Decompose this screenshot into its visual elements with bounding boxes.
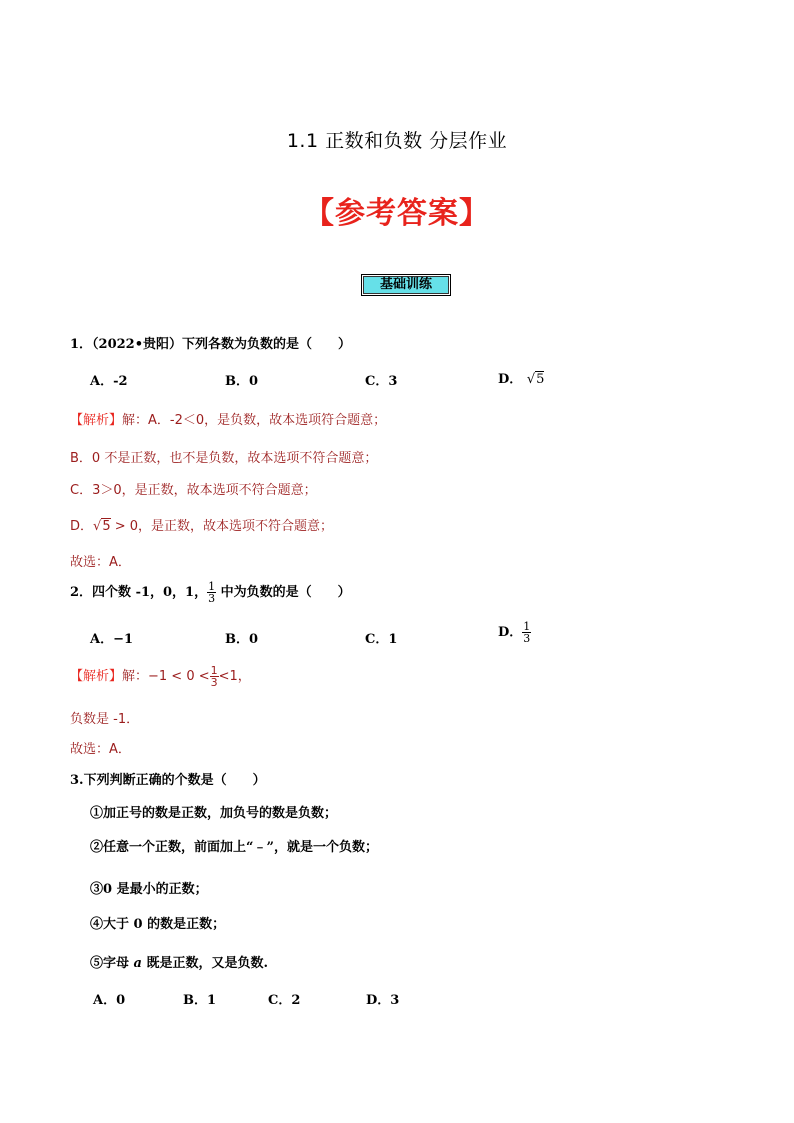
solution-tag: 【解析】 (70, 413, 123, 428)
fraction-numerator: 1 (210, 664, 218, 677)
question-2-option-a: A．−1 (90, 632, 134, 647)
fraction (210, 665, 219, 688)
question-1-option-c: C．3 (365, 374, 398, 389)
question-1-stem: 1．（2022•贵阳）下列各数为负数的是（ ） (70, 337, 352, 352)
question-3-option-d: D．3 (366, 993, 400, 1008)
fraction (522, 621, 531, 644)
sqrt-radicand: 5 (536, 372, 545, 387)
fraction-numerator: 1 (523, 620, 531, 633)
solution-text: > 0，是正数，故本选项不符合题意； (110, 519, 334, 534)
question-3-option-b: B．1 (183, 993, 217, 1008)
option-d-label: D． (498, 372, 523, 387)
question-3-item-4: ④大于 0 的数是正数； (90, 917, 226, 932)
sqrt-symbol: √5 (526, 372, 545, 387)
fraction-numerator: 1 (208, 580, 216, 593)
variable-a: a (133, 956, 142, 971)
option-d-label: D． (498, 625, 523, 640)
fraction-denominator: 3 (210, 676, 218, 689)
fraction-denominator: 3 (523, 632, 531, 645)
fraction-denominator: 3 (208, 592, 216, 605)
document-title: 1.1 正数和负数 分层作业 (286, 130, 508, 152)
item-prefix: ⑤字母 (90, 956, 134, 971)
question-3-option-c: C．2 (268, 993, 301, 1008)
solution-text-suffix: <1， (218, 669, 251, 684)
section-label: 基础训练 (363, 276, 449, 294)
fraction (207, 581, 216, 604)
solution-text: 解：A．-2＜0，是负数，故本选项符合题意； (122, 413, 387, 428)
question-2-option-b: B．0 (225, 632, 259, 647)
section-label-box (361, 274, 451, 296)
sqrt-symbol: √5 (93, 519, 111, 534)
solution-text: 解：−1 < 0 < (122, 669, 210, 684)
question-3-item-2: ②任意一个正数，前面加上“﹣”，就是一个负数； (90, 840, 378, 855)
item-suffix: 既是正数，又是负数. (141, 956, 269, 971)
question-2-solution-line1 (70, 665, 251, 688)
question-2-option-d (498, 621, 531, 644)
question-1-answer: 故选：A． (70, 555, 131, 570)
sqrt-radicand: 5 (102, 519, 111, 534)
question-3-item-3: ③0 是最小的正数； (90, 882, 208, 897)
question-1-option-d (498, 368, 544, 387)
question-1-solution-line2: B．0 不是正数，也不是负数，故本选项不符合题意； (70, 451, 378, 466)
solution-prefix: D． (70, 519, 94, 534)
stem-suffix: 中为负数的是（ ） (216, 585, 351, 600)
question-1-solution-line3: C．3＞0，是正数，故本选项不符合题意； (70, 483, 317, 498)
question-2-answer: 故选：A． (70, 742, 131, 757)
question-2-solution-line2: 负数是 -1． (70, 712, 140, 727)
question-1-option-b: B．0 (225, 374, 259, 389)
question-3-item-5 (90, 952, 268, 971)
question-1-solution-line4 (70, 515, 333, 534)
question-3-option-a: A．0 (93, 993, 126, 1008)
question-1-solution-line1 (70, 409, 386, 428)
question-2-stem (70, 581, 351, 604)
solution-tag: 【解析】 (70, 669, 123, 684)
stem-prefix: 2．四个数 -1，0，1， (70, 585, 208, 600)
question-3-item-1: ①加正号的数是正数，加负号的数是负数； (90, 806, 338, 821)
answer-heading: 【参考答案】 (304, 196, 490, 231)
question-3-stem: 3.下列判断正确的个数是（ ） (70, 773, 266, 788)
question-2-option-c: C．1 (365, 632, 398, 647)
question-1-option-a: A．-2 (90, 374, 128, 389)
